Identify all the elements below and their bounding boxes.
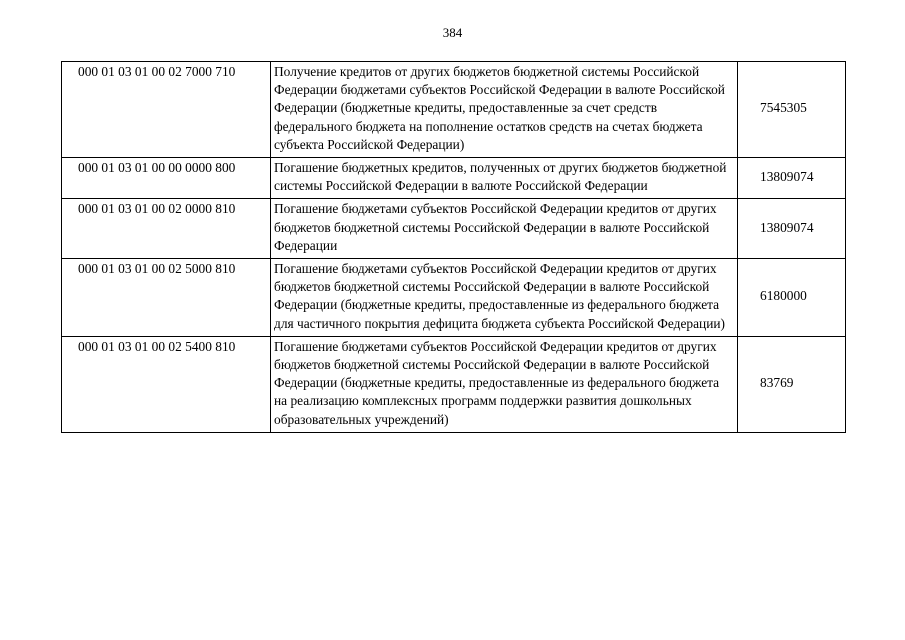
budget-classification-code: 000 01 03 01 00 02 5000 810 <box>62 259 271 337</box>
table-row <box>62 336 846 432</box>
row-amount: 13809074 <box>738 158 846 199</box>
budget-sources-table <box>61 61 846 433</box>
budget-classification-code: 000 01 03 01 00 00 0000 800 <box>62 158 271 199</box>
table-row <box>62 259 846 337</box>
row-amount: 13809074 <box>738 199 846 259</box>
budget-classification-code: 000 01 03 01 00 02 0000 810 <box>62 199 271 259</box>
page-number: 384 <box>442 25 463 40</box>
row-description: Погашение бюджетами субъектов Российской Федерации кредитов от других бюджетов бюджетной системы Российской Федерации в валюте Российской Федерации (бюджетные кредиты, предоставленные из федерального бюджета на реализацию комплексных программ поддержки развития дошкольных образовательных учреждений) <box>271 336 738 432</box>
row-amount: 83769 <box>738 336 846 432</box>
row-amount: 7545305 <box>738 62 846 158</box>
row-description: Получение кредитов от других бюджетов бюджетной системы Российской Федерации бюджетами субъектов Российской Федерации в валюте Российской Федерации (бюджетные кредиты, предоставленные за счет средств федерального бюджета на пополнение остатков средств на счетах бюджета субъекта Российской Федерации) <box>271 62 738 158</box>
row-description: Погашение бюджетами субъектов Российской Федерации кредитов от других бюджетов бюджетной системы Российской Федерации в валюте Российской Федерации (бюджетные кредиты, предоставленные из федерального бюджета для частичного покрытия дефицита бюджета субъекта Российской Федерации) <box>271 259 738 337</box>
row-amount: 6180000 <box>738 259 846 337</box>
table-row <box>62 158 846 199</box>
budget-classification-code: 000 01 03 01 00 02 7000 710 <box>62 62 271 158</box>
budget-classification-code: 000 01 03 01 00 02 5400 810 <box>62 336 271 432</box>
row-description: Погашение бюджетных кредитов, полученных от других бюджетов бюджетной системы Российской Федерации в валюте Российской Федерации <box>271 158 738 199</box>
table-row <box>62 199 846 259</box>
row-description: Погашение бюджетами субъектов Российской Федерации кредитов от других бюджетов бюджетной системы Российской Федерации в валюте Российской Федерации <box>271 199 738 259</box>
table-row <box>62 62 846 158</box>
